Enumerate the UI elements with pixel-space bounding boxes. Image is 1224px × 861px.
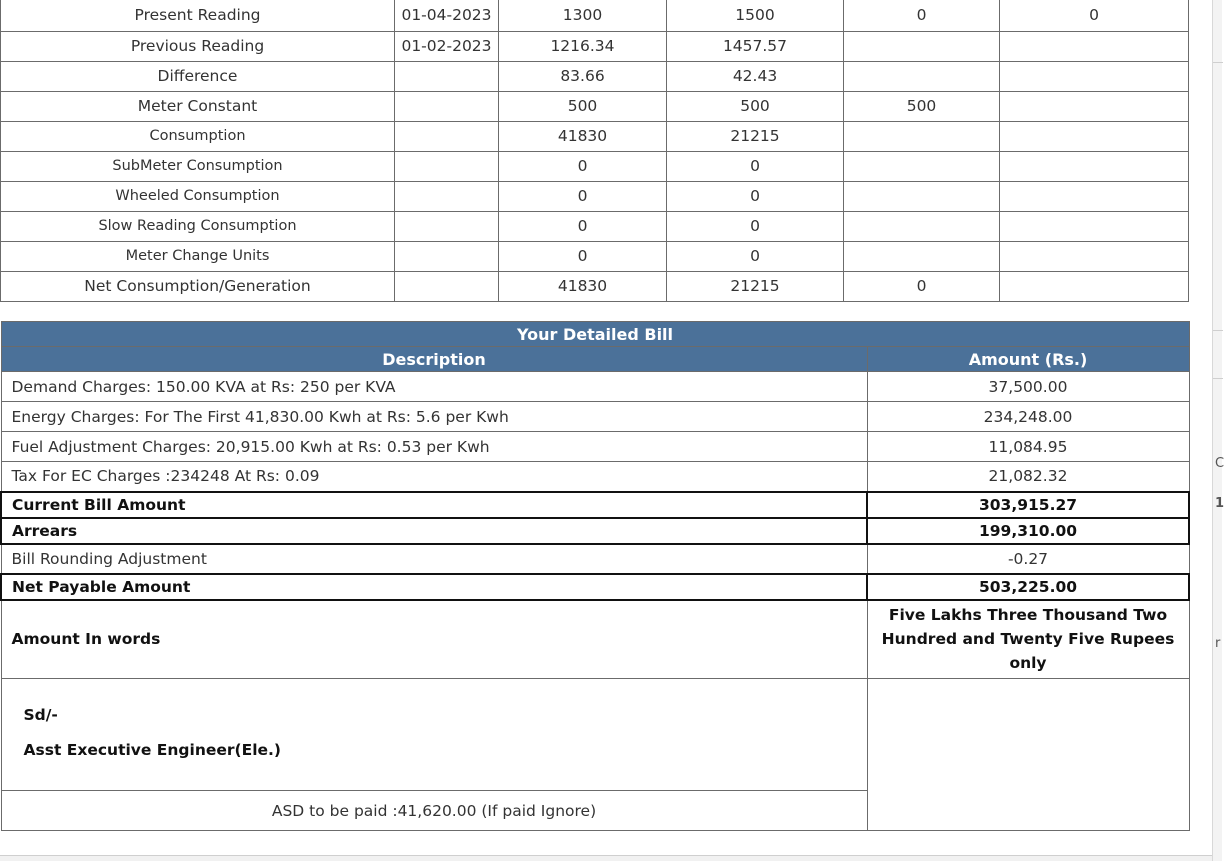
meter-value-1: 1300 bbox=[499, 0, 667, 31]
net-payable-amount: 503,225.00 bbox=[867, 574, 1189, 600]
reading-date bbox=[395, 151, 499, 181]
meter-reading-table bbox=[0, 0, 1189, 302]
bill-table-body bbox=[1, 322, 1189, 831]
charge-row bbox=[1, 432, 1189, 462]
arrears-amount: 199,310.00 bbox=[867, 518, 1189, 544]
reading-date: 01-02-2023 bbox=[395, 31, 499, 61]
meter-value-3: 0 bbox=[844, 271, 1000, 301]
meter-value-1: 0 bbox=[499, 211, 667, 241]
meter-value-2: 1457.57 bbox=[667, 31, 844, 61]
meter-row-label: Meter Constant bbox=[1, 91, 395, 121]
backdrop-divider bbox=[1213, 330, 1223, 331]
reading-date bbox=[395, 91, 499, 121]
meter-table-row bbox=[1, 271, 1189, 301]
amount-words-label: Amount In words bbox=[1, 600, 867, 679]
meter-value-4 bbox=[1000, 271, 1189, 301]
meter-value-1: 0 bbox=[499, 181, 667, 211]
arrears-row bbox=[1, 518, 1189, 544]
charge-amount: 37,500.00 bbox=[867, 372, 1189, 402]
meter-value-4 bbox=[1000, 151, 1189, 181]
meter-value-1: 500 bbox=[499, 91, 667, 121]
meter-table-row bbox=[1, 0, 1189, 31]
meter-value-2: 42.43 bbox=[667, 61, 844, 91]
meter-table-row bbox=[1, 121, 1189, 151]
meter-table-row bbox=[1, 151, 1189, 181]
reading-date bbox=[395, 61, 499, 91]
detailed-bill-table bbox=[0, 321, 1190, 831]
meter-value-2: 1500 bbox=[667, 0, 844, 31]
meter-value-3 bbox=[844, 151, 1000, 181]
current-bill-amount: 303,915.27 bbox=[867, 492, 1189, 518]
meter-value-3 bbox=[844, 31, 1000, 61]
meter-value-4 bbox=[1000, 31, 1189, 61]
meter-value-1: 0 bbox=[499, 241, 667, 271]
signature-cell bbox=[1, 679, 867, 791]
amount-words-value: Five Lakhs Three Thousand Two Hundred and Twenty Five Rupees only bbox=[867, 600, 1189, 679]
backdrop-divider bbox=[1213, 62, 1223, 63]
charge-description: Energy Charges: For The First 41,830.00 Kwh at Rs: 5.6 per Kwh bbox=[1, 402, 867, 432]
meter-value-3: 500 bbox=[844, 91, 1000, 121]
meter-row-label: Meter Change Units bbox=[1, 241, 395, 271]
meter-value-3 bbox=[844, 61, 1000, 91]
bill-title-row bbox=[1, 322, 1189, 347]
bill-header-row bbox=[1, 347, 1189, 372]
amount-header: Amount (Rs.) bbox=[867, 347, 1189, 372]
charge-description: Demand Charges: 150.00 KVA at Rs: 250 per KVA bbox=[1, 372, 867, 402]
rounding-label: Bill Rounding Adjustment bbox=[1, 544, 867, 574]
meter-value-4 bbox=[1000, 181, 1189, 211]
meter-value-3: 0 bbox=[844, 0, 1000, 31]
current-bill-label: Current Bill Amount bbox=[1, 492, 867, 518]
backdrop-text-fragment: r bbox=[1215, 636, 1221, 651]
meter-table-body bbox=[1, 0, 1189, 301]
meter-table-row bbox=[1, 31, 1189, 61]
rounding-amount: -0.27 bbox=[867, 544, 1189, 574]
meter-value-2: 0 bbox=[667, 211, 844, 241]
current-bill-row bbox=[1, 492, 1189, 518]
bill-title: Your Detailed Bill bbox=[1, 322, 1189, 347]
arrears-label: Arrears bbox=[1, 518, 867, 544]
meter-value-2: 0 bbox=[667, 241, 844, 271]
reading-date bbox=[395, 181, 499, 211]
charge-row bbox=[1, 462, 1189, 492]
charge-row bbox=[1, 402, 1189, 432]
reading-date bbox=[395, 211, 499, 241]
charge-description: Fuel Adjustment Charges: 20,915.00 Kwh at Rs: 0.53 per Kwh bbox=[1, 432, 867, 462]
meter-value-3 bbox=[844, 181, 1000, 211]
reading-date bbox=[395, 271, 499, 301]
charge-amount: 11,084.95 bbox=[867, 432, 1189, 462]
rounding-row bbox=[1, 544, 1189, 574]
charge-amount: 21,082.32 bbox=[867, 462, 1189, 492]
meter-value-2: 21215 bbox=[667, 121, 844, 151]
meter-row-label: Consumption bbox=[1, 121, 395, 151]
backdrop-divider bbox=[1213, 378, 1223, 379]
modal-bottom-edge bbox=[0, 855, 1212, 861]
meter-value-3 bbox=[844, 241, 1000, 271]
meter-table-row bbox=[1, 211, 1189, 241]
amount-words-row bbox=[1, 600, 1189, 679]
reading-date: 01-04-2023 bbox=[395, 0, 499, 31]
meter-value-4: 0 bbox=[1000, 0, 1189, 31]
meter-row-label: Present Reading bbox=[1, 0, 395, 31]
meter-value-1: 41830 bbox=[499, 271, 667, 301]
meter-value-4 bbox=[1000, 241, 1189, 271]
backdrop-text-fragment: 1 bbox=[1215, 496, 1224, 511]
meter-value-4 bbox=[1000, 211, 1189, 241]
backdrop-text-fragment: C bbox=[1215, 456, 1224, 471]
signature-sd: Sd/- bbox=[23, 706, 58, 724]
meter-table-row bbox=[1, 181, 1189, 211]
meter-row-label: Slow Reading Consumption bbox=[1, 211, 395, 241]
meter-value-3 bbox=[844, 211, 1000, 241]
meter-row-label: SubMeter Consumption bbox=[1, 151, 395, 181]
meter-table-row bbox=[1, 241, 1189, 271]
reading-date bbox=[395, 241, 499, 271]
meter-value-1: 0 bbox=[499, 151, 667, 181]
meter-value-3 bbox=[844, 121, 1000, 151]
meter-value-2: 500 bbox=[667, 91, 844, 121]
meter-table-row bbox=[1, 61, 1189, 91]
asd-text: ASD to be paid :41,620.00 (If paid Ignore) bbox=[1, 791, 867, 831]
meter-value-2: 21215 bbox=[667, 271, 844, 301]
meter-value-1: 41830 bbox=[499, 121, 667, 151]
modal-backdrop-edge bbox=[1212, 0, 1222, 861]
charge-row bbox=[1, 372, 1189, 402]
meter-value-4 bbox=[1000, 91, 1189, 121]
meter-value-4 bbox=[1000, 61, 1189, 91]
charge-amount: 234,248.00 bbox=[867, 402, 1189, 432]
meter-value-2: 0 bbox=[667, 151, 844, 181]
meter-value-1: 1216.34 bbox=[499, 31, 667, 61]
meter-row-label: Difference bbox=[1, 61, 395, 91]
meter-row-label: Previous Reading bbox=[1, 31, 395, 61]
meter-table-row bbox=[1, 91, 1189, 121]
net-payable-row bbox=[1, 574, 1189, 600]
engineer-title: Asst Executive Engineer(Ele.) bbox=[23, 741, 282, 759]
charge-description: Tax For EC Charges :234248 At Rs: 0.09 bbox=[1, 462, 867, 492]
meter-value-4 bbox=[1000, 121, 1189, 151]
reading-date bbox=[395, 121, 499, 151]
meter-row-label: Net Consumption/Generation bbox=[1, 271, 395, 301]
signature-row bbox=[1, 679, 1189, 791]
meter-row-label: Wheeled Consumption bbox=[1, 181, 395, 211]
net-payable-label: Net Payable Amount bbox=[1, 574, 867, 600]
signature-blank-cell bbox=[867, 679, 1189, 831]
meter-value-1: 83.66 bbox=[499, 61, 667, 91]
meter-value-2: 0 bbox=[667, 181, 844, 211]
description-header: Description bbox=[1, 347, 867, 372]
